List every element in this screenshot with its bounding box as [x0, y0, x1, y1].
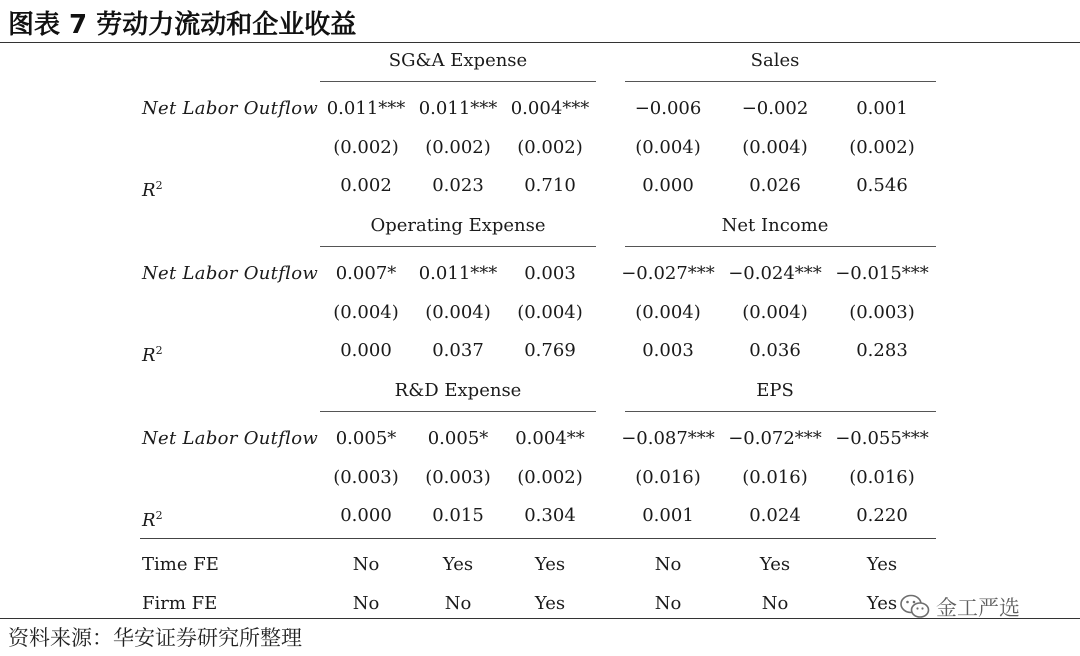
r-squared-cell: 0.015	[432, 505, 484, 526]
std-error-cell: (0.004)	[635, 137, 701, 158]
coefficient-cell: 0.011***	[418, 263, 498, 284]
std-error-cell: (0.002)	[333, 137, 399, 158]
panel-title-rule-right	[625, 246, 936, 247]
firm-fe-cell: Yes	[534, 593, 566, 614]
std-error-cell: (0.002)	[849, 137, 915, 158]
row-label-r-squared	[142, 340, 163, 367]
r-squared-cell: 0.026	[749, 175, 801, 196]
coefficient-cell: −0.006	[634, 98, 702, 119]
r-squared-exponent: 2	[155, 509, 163, 522]
panel-title-rule-left	[320, 81, 596, 82]
std-error-cell: (0.016)	[849, 467, 915, 488]
r-squared-cell: 0.000	[340, 340, 392, 361]
std-error-cell: (0.004)	[425, 302, 491, 323]
coefficient-cell: 0.001	[856, 98, 908, 119]
figure-title: 图表 7 劳动力流动和企业收益	[8, 10, 357, 40]
time-fe-cell: Yes	[442, 554, 474, 575]
firm-fe-cell: No	[352, 593, 380, 614]
title-divider	[0, 42, 1080, 43]
std-error-cell: (0.004)	[333, 302, 399, 323]
panel-title-right: Sales	[750, 50, 800, 71]
coefficient-cell: −0.087***	[621, 428, 715, 449]
coefficient-cell: 0.011***	[418, 98, 498, 119]
std-error-cell: (0.003)	[333, 467, 399, 488]
time-fe-cell: No	[352, 554, 380, 575]
panel-title-rule-left	[320, 246, 596, 247]
r-squared-cell: 0.024	[749, 505, 801, 526]
coefficient-cell: −0.027***	[621, 263, 715, 284]
r-squared-cell: 0.002	[340, 175, 392, 196]
panel-title-rule-right	[625, 81, 936, 82]
r-squared-cell: 0.220	[856, 505, 908, 526]
coefficient-cell: 0.005*	[335, 428, 397, 449]
r-squared-cell: 0.000	[340, 505, 392, 526]
watermark	[900, 592, 1020, 622]
r-squared-symbol: R	[142, 180, 156, 201]
panel-title-left: R&D Expense	[394, 380, 522, 401]
r-squared-cell: 0.769	[524, 340, 576, 361]
time-fe-cell: Yes	[866, 554, 898, 575]
r-squared-cell: 0.710	[524, 175, 576, 196]
std-error-cell: (0.003)	[849, 302, 915, 323]
std-error-cell: (0.003)	[425, 467, 491, 488]
r-squared-symbol: R	[142, 510, 156, 531]
panel-title-rule-right	[625, 411, 936, 412]
coefficient-cell: −0.072***	[728, 428, 822, 449]
time-fe-cell: No	[654, 554, 682, 575]
std-error-cell: (0.002)	[425, 137, 491, 158]
std-error-cell: (0.004)	[517, 302, 583, 323]
row-label-net-labor-outflow: Net Labor Outflow	[142, 263, 319, 284]
time-fe-cell: Yes	[534, 554, 566, 575]
r-squared-cell: 0.546	[856, 175, 908, 196]
source-note: 资料来源：华安证券研究所整理	[8, 626, 302, 650]
fe-divider	[140, 538, 936, 539]
r-squared-exponent: 2	[155, 344, 163, 357]
firm-fe-cell: No	[761, 593, 789, 614]
coefficient-cell: 0.003	[524, 263, 576, 284]
firm-fe-cell: Yes	[866, 593, 898, 614]
coefficient-cell: −0.002	[741, 98, 809, 119]
r-squared-cell: 0.023	[432, 175, 484, 196]
r-squared-cell: 0.003	[642, 340, 694, 361]
panel-title-right: Net Income	[721, 215, 829, 236]
row-label-net-labor-outflow: Net Labor Outflow	[142, 98, 319, 119]
row-label-r-squared	[142, 505, 163, 532]
std-error-cell: (0.016)	[635, 467, 701, 488]
row-label-time-fe: Time FE	[142, 554, 219, 575]
coefficient-cell: −0.015***	[835, 263, 929, 284]
row-label-firm-fe: Firm FE	[142, 593, 218, 614]
watermark-text: 金工严选	[936, 596, 1020, 620]
time-fe-cell: Yes	[759, 554, 791, 575]
r-squared-cell: 0.304	[524, 505, 576, 526]
row-label-net-labor-outflow: Net Labor Outflow	[142, 428, 319, 449]
std-error-cell: (0.004)	[635, 302, 701, 323]
r-squared-cell: 0.036	[749, 340, 801, 361]
r-squared-cell: 0.000	[642, 175, 694, 196]
r-squared-cell: 0.283	[856, 340, 908, 361]
firm-fe-cell: No	[444, 593, 472, 614]
r-squared-exponent: 2	[155, 179, 163, 192]
panel-title-left: SG&A Expense	[388, 50, 528, 71]
std-error-cell: (0.002)	[517, 137, 583, 158]
coefficient-cell: −0.024***	[728, 263, 822, 284]
std-error-cell: (0.004)	[742, 302, 808, 323]
coefficient-cell: 0.004**	[515, 428, 585, 449]
r-squared-cell: 0.037	[432, 340, 484, 361]
r-squared-symbol: R	[142, 345, 156, 366]
panel-title-right: EPS	[756, 380, 794, 401]
firm-fe-cell: No	[654, 593, 682, 614]
std-error-cell: (0.002)	[517, 467, 583, 488]
coefficient-cell: 0.005*	[427, 428, 489, 449]
panel-title-rule-left	[320, 411, 596, 412]
std-error-cell: (0.016)	[742, 467, 808, 488]
coefficient-cell: −0.055***	[835, 428, 929, 449]
std-error-cell: (0.004)	[742, 137, 808, 158]
coefficient-cell: 0.011***	[326, 98, 406, 119]
coefficient-cell: 0.004***	[510, 98, 590, 119]
r-squared-cell: 0.001	[642, 505, 694, 526]
row-label-r-squared	[142, 175, 163, 202]
coefficient-cell: 0.007*	[335, 263, 397, 284]
wechat-icon	[900, 594, 930, 620]
panel-title-left: Operating Expense	[370, 215, 546, 236]
